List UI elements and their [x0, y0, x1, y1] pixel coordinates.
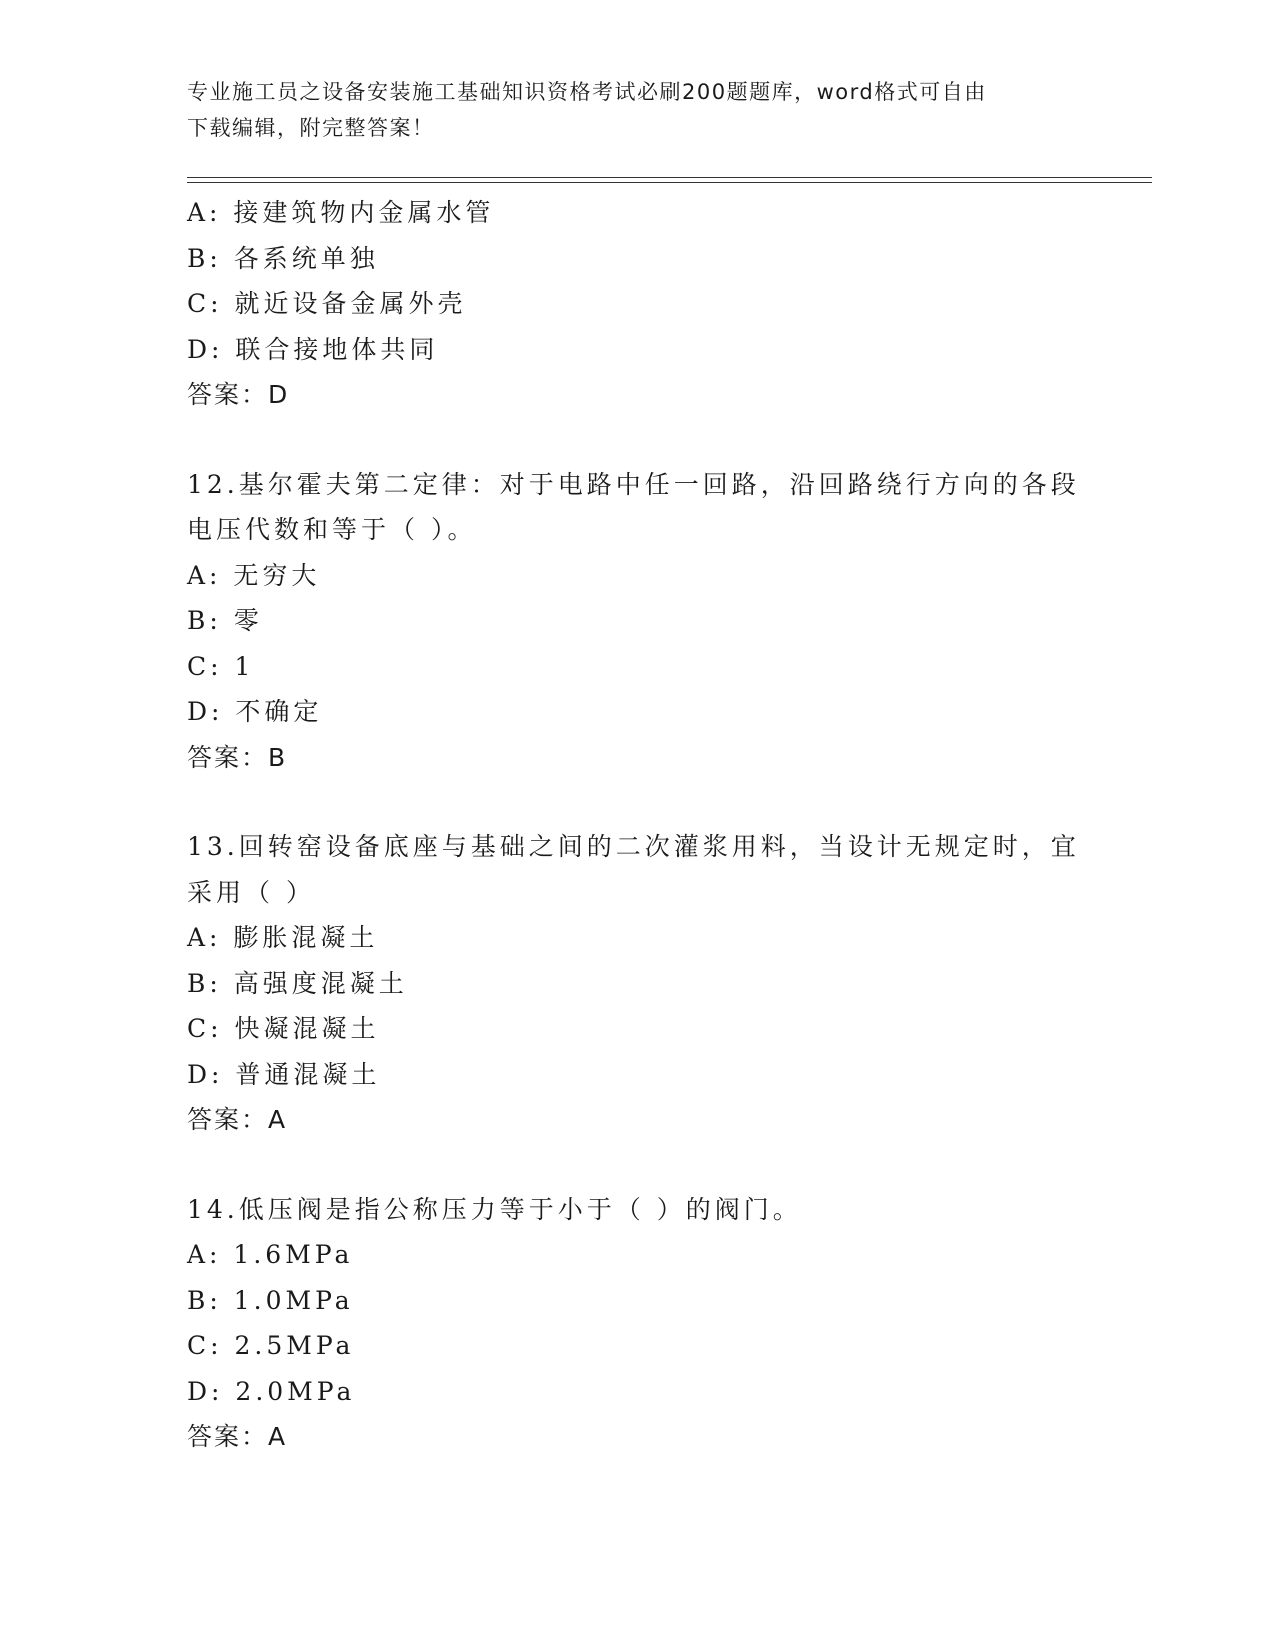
- question-14: [187, 1187, 1087, 1460]
- option-d: D: 2.0MPa: [187, 1376, 356, 1406]
- option-c: C: 快凝混凝土: [187, 1014, 380, 1043]
- question-list: [187, 190, 1087, 1460]
- header-line-1: 专业施工员之设备安装施工基础知识资格考试必刷200题题库，word格式可自由: [187, 80, 987, 104]
- answer: 答案：D: [187, 380, 290, 409]
- option-a: A: 无穷大: [187, 560, 321, 590]
- answer: 答案：A: [187, 1105, 288, 1134]
- option-a: A: 1.6MPa: [187, 1240, 354, 1269]
- option-d: D: 联合接地体共同: [187, 334, 439, 364]
- header-divider-bottom: [187, 182, 1152, 183]
- option-b: B: 各系统单独: [187, 243, 379, 273]
- question-13: [187, 824, 1087, 1143]
- option-a: A: 接建筑物内金属水管: [187, 198, 495, 227]
- question-text-line-2: 电压代数和等于（ ）。: [187, 515, 477, 544]
- option-b: B: 零: [187, 606, 263, 635]
- question-text-line-1: 13.回转窑设备底座与基础之间的二次灌浆用料，当设计无规定时，宜: [187, 832, 1080, 861]
- option-d: D: 普通混凝土: [187, 1059, 381, 1089]
- answer: 答案：A: [187, 1422, 288, 1451]
- answer: 答案：B: [187, 742, 288, 772]
- option-c: C: 1: [187, 651, 255, 681]
- header-divider-top: [187, 177, 1152, 178]
- question-text-line-1: 12.基尔霍夫第二定律：对于电路中任一回路，沿回路绕行方向的各段: [187, 469, 1080, 499]
- option-b: B: 1.0MPa: [187, 1285, 354, 1315]
- question-11: [187, 190, 1087, 418]
- option-d: D: 不确定: [187, 697, 323, 726]
- question-12: [187, 462, 1087, 781]
- document-header: [187, 74, 1087, 146]
- question-text-line-1: 14.低压阀是指公称压力等于小于（ ）的阀门。: [187, 1194, 802, 1224]
- option-c: C: 2.5MPa: [187, 1331, 355, 1360]
- question-text-line-2: 采用（ ）: [187, 877, 315, 907]
- option-c: C: 就近设备金属外壳: [187, 289, 467, 318]
- header-line-2: 下载编辑，附完整答案！: [187, 116, 435, 140]
- option-a: A: 膨胀混凝土: [187, 923, 379, 952]
- option-b: B: 高强度混凝土: [187, 968, 408, 998]
